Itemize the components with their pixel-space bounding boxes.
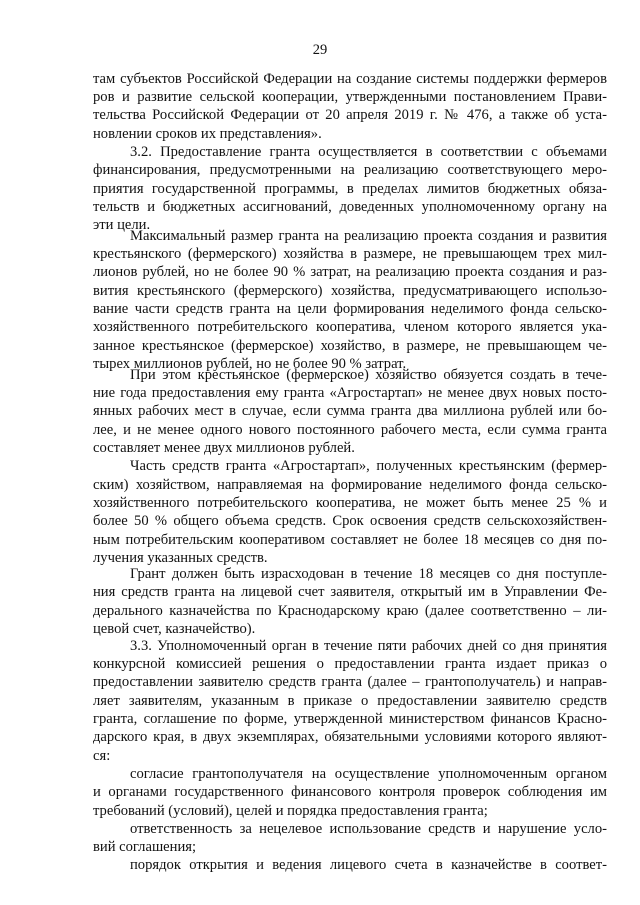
text-line: требований (условий), целей и порядка предоставления гранта; [93,803,488,819]
text-line: гранта, соглашение по форме, утвержденной министерством финансов Красно- [93,711,607,727]
text-line: крестьянского (фермерского) хозяйства в размере, не превышающем трех мил- [93,246,607,262]
text-line: предоставлении заявителю средств гранта (далее – грантополучатель) и направ- [93,674,607,690]
text-line: лучения указанных средств. [93,550,268,566]
text-line: тельств и бюджетных ассигнований, доведенных уполномоченному органу на [93,199,607,215]
text-line: Максимальный размер гранта на реализацию проекта создания и развития [130,228,607,244]
text-line: хозяйственного потребительского кооператива, не может быть менее 25 % и [93,495,607,511]
text-line: новлении сроков их представления». [93,126,322,142]
text-line: ответственность за нецелевое использование средств и нарушение усло- [130,821,607,837]
text-line: дарского края, в двух экземплярах, обязательными условиями которого являют- [93,729,607,745]
text-line: При этом крестьянское (фермерское) хозяйство обязуется создать в тече- [130,367,607,383]
text-line: цевой счет, казначейство). [93,621,256,637]
text-line: ся: [93,748,111,764]
text-line: дерального казначейства по Краснодарскому краю (далее соответственно – ли- [93,603,607,619]
text-line: составляет менее двух миллионов рублей. [93,440,355,456]
text-line: 3.3. Уполномоченный орган в течение пяти рабочих дней со дня принятия [130,638,607,654]
text-line: лионов рублей, но не более 90 % затрат, на реализацию проекта создания и раз- [93,264,607,280]
text-line: ние года предоставления ему гранта «Агростартап» не менее двух новых посто- [93,385,607,401]
text-line: тельства Российской Федерации от 20 апреля 2019 г. № 476, а также об уста- [93,107,607,123]
text-line: там субъектов Российской Федерации на создание системы поддержки фермеров [93,71,607,87]
text-line: янных рабочих мест в случае, если сумма гранта два миллиона рублей или бо- [93,403,607,419]
text-line: конкурсной комиссией решения о предоставлении гранта издает приказ о [93,656,607,672]
text-line: Часть средств гранта «Агростартап», полученных крестьянским (фермер- [130,458,607,474]
text-line: 3.2. Предоставление гранта осуществляется в соответствии с объемами [130,144,607,160]
text-line: вание части средств гранта на цели формирования неделимого фонда сельско- [93,301,607,317]
text-line: эти цели. [93,217,151,233]
text-line: вития крестьянского (фермерского) хозяйства, предусматривающего использо- [93,283,607,299]
text-line: Грант должен быть израсходован в течение 18 месяцев со дня поступле- [130,566,607,582]
text-line: вий соглашения; [93,839,197,855]
text-line: более 50 % общего объема средств. Срок освоения средств сельскохозяйствен- [93,513,607,529]
text-line: приятия государственной программы, в пределах лимитов бюджетных обяза- [93,181,607,197]
text-line: согласие грантополучателя на осуществление уполномоченным органом [130,766,607,782]
text-line: ния средств гранта на лицевой счет заявителя, открытый им в Управлении Фе- [93,584,607,600]
text-line: занное крестьянское (фермерское) хозяйство, в размере, не превышающем че- [93,338,607,354]
text-line: хозяйственного потребительского кооператива, членом которого является ука- [93,319,607,335]
text-line: ным потребительским кооперативом составляет не более 18 месяцев со дня по- [93,532,607,548]
text-line: финансирования, предусмотренными на реализацию соответствующего меро- [93,162,607,178]
text-line: ским) хозяйством, направляемая на формирование неделимого фонда сельско- [93,477,607,493]
text-line: ляет заявителям, указанным в приказе о предоставлении заявителю средств [93,693,607,709]
text-line: тырех миллионов рублей, но не более 90 % затрат. [93,356,407,372]
text-line: ров и развитие сельской кооперации, утвержденными постановлением Прави- [93,89,607,105]
page-number: 29 [312,42,328,58]
text-line: порядок открытия и ведения лицевого счета в казначействе в соответ- [130,857,607,873]
text-line: и органами государственного финансового контроля проверок соблюдения им [93,784,607,800]
text-line: лее, и не менее одного нового постоянного рабочего места, если сумма гранта [93,422,607,438]
